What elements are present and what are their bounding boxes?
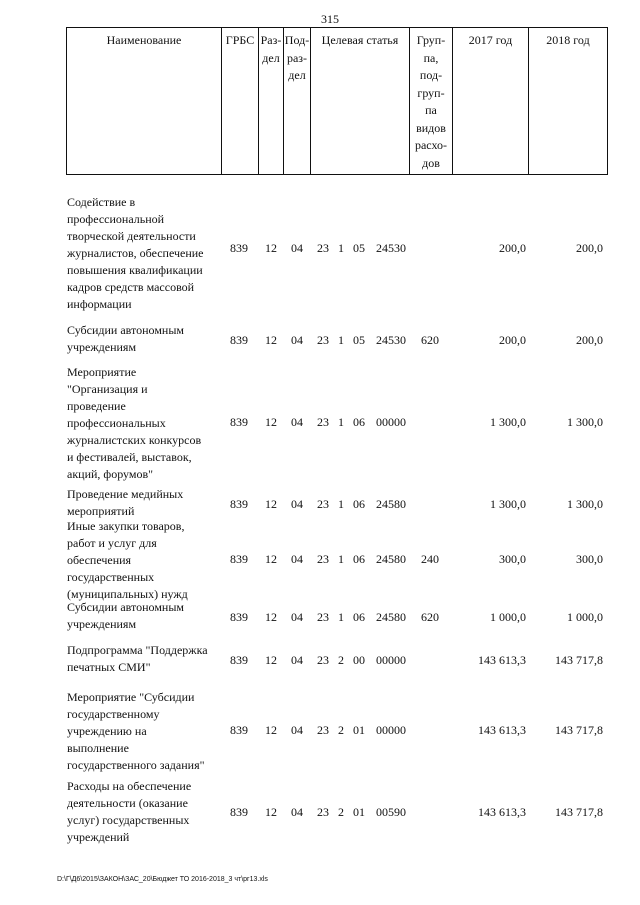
row-target-code: 24580 [376, 552, 406, 566]
row-target-code: 24580 [376, 497, 406, 511]
row-podrazdel: 04 [291, 653, 303, 667]
row-target-event: 06 [353, 552, 365, 566]
row-podrazdel: 04 [291, 610, 303, 624]
row-value-2018: 1 000,0 [567, 610, 603, 624]
row-value-2018: 300,0 [576, 552, 603, 566]
row-name: Мероприятие "Субсидии государственному учреждению на выполнение государственного задания" [67, 690, 205, 772]
header-target-cell [310, 27, 410, 175]
row-target-subprogram: 2 [338, 653, 344, 667]
header-2017-cell [452, 27, 529, 175]
row-value-2017: 300,0 [499, 552, 526, 566]
header-podrazdel: Под- раз- дел [284, 33, 310, 82]
row-value-2017: 200,0 [499, 241, 526, 255]
row-target-code: 00590 [376, 805, 406, 819]
row-podrazdel: 04 [291, 241, 303, 255]
row-target-program: 23 [317, 333, 329, 347]
row-value-2018: 200,0 [576, 333, 603, 347]
header-name: Наименование [106, 33, 182, 47]
row-target-subprogram: 1 [338, 552, 344, 566]
row-razdel: 12 [265, 415, 277, 429]
row-razdel: 12 [265, 497, 277, 511]
row-expense-group: 620 [421, 610, 439, 624]
header-target: Целевая статья [321, 33, 399, 47]
row-razdel: 12 [265, 241, 277, 255]
row-target-event: 06 [353, 610, 365, 624]
row-name: Субсидии автономным учреждениям [67, 323, 184, 354]
header-grbs-cell [221, 27, 259, 175]
row-target-subprogram: 1 [338, 333, 344, 347]
row-grbs: 839 [230, 610, 248, 624]
row-value-2018: 143 717,8 [555, 653, 603, 667]
row-name: Подпрограмма "Поддержка печатных СМИ" [67, 643, 208, 674]
row-target-code: 00000 [376, 415, 406, 429]
row-target-event: 01 [353, 805, 365, 819]
row-value-2017: 1 000,0 [490, 610, 526, 624]
header-podrazdel-cell [283, 27, 311, 175]
row-podrazdel: 04 [291, 333, 303, 347]
row-value-2018: 143 717,8 [555, 805, 603, 819]
row-grbs: 839 [230, 497, 248, 511]
row-target-code: 00000 [376, 723, 406, 737]
row-razdel: 12 [265, 653, 277, 667]
row-value-2018: 200,0 [576, 241, 603, 255]
row-value-2018: 1 300,0 [567, 497, 603, 511]
row-value-2017: 143 613,3 [478, 653, 526, 667]
header-grbs: ГРБС [225, 33, 255, 47]
row-target-event: 00 [353, 653, 365, 667]
row-value-2017: 1 300,0 [490, 497, 526, 511]
header-group-cell [409, 27, 453, 175]
row-target-event: 05 [353, 333, 365, 347]
row-grbs: 839 [230, 805, 248, 819]
row-target-subprogram: 1 [338, 610, 344, 624]
page-number: 315 [321, 12, 339, 26]
row-target-subprogram: 1 [338, 415, 344, 429]
row-value-2018: 1 300,0 [567, 415, 603, 429]
row-podrazdel: 04 [291, 805, 303, 819]
row-target-program: 23 [317, 497, 329, 511]
row-target-program: 23 [317, 415, 329, 429]
row-target-code: 24580 [376, 610, 406, 624]
header-2018: 2018 год [546, 33, 590, 47]
row-target-code: 24530 [376, 333, 406, 347]
row-name: Иные закупки товаров, работ и услуг для обеспечения государственных (муниципальных) нужд [67, 519, 188, 601]
row-expense-group: 620 [421, 333, 439, 347]
row-razdel: 12 [265, 805, 277, 819]
row-target-event: 01 [353, 723, 365, 737]
row-target-program: 23 [317, 805, 329, 819]
header-2017: 2017 год [468, 33, 513, 47]
row-podrazdel: 04 [291, 415, 303, 429]
row-razdel: 12 [265, 723, 277, 737]
row-target-program: 23 [317, 723, 329, 737]
row-grbs: 839 [230, 552, 248, 566]
row-name: Расходы на обеспечение деятельности (оказание услуг) государственных учреждений [67, 779, 192, 844]
row-target-program: 23 [317, 241, 329, 255]
row-value-2017: 200,0 [499, 333, 526, 347]
header-razdel: Раз- дел [260, 33, 282, 65]
row-value-2017: 143 613,3 [478, 723, 526, 737]
row-podrazdel: 04 [291, 552, 303, 566]
row-name: Мероприятие "Организация и проведение профессиональных журналистских конкурсов и фестивалей, выставок, акций, форумов" [67, 365, 202, 481]
row-podrazdel: 04 [291, 723, 303, 737]
row-razdel: 12 [265, 552, 277, 566]
row-target-event: 06 [353, 497, 365, 511]
file-path-footer: D:\Г\Д6\2015\ЗАКОН\ЗАС_20\Бюджет ТО 2016-2018_3 чт\рг13.xls [57, 876, 268, 883]
row-name: Содействие в профессиональной творческой деятельности журналистов, обеспечение повышения квалификации кадров средств массовой информации [67, 195, 204, 311]
row-target-program: 23 [317, 552, 329, 566]
header-name-cell [66, 27, 222, 175]
row-grbs: 839 [230, 723, 248, 737]
header-2018-cell [528, 27, 608, 175]
row-target-program: 23 [317, 610, 329, 624]
row-grbs: 839 [230, 415, 248, 429]
row-target-code: 24530 [376, 241, 406, 255]
row-value-2017: 143 613,3 [478, 805, 526, 819]
row-target-subprogram: 2 [338, 805, 344, 819]
row-value-2018: 143 717,8 [555, 723, 603, 737]
header-group: Груп- па, под- груп- па видов расхо- дов [414, 33, 448, 170]
row-target-subprogram: 1 [338, 497, 344, 511]
row-podrazdel: 04 [291, 497, 303, 511]
row-target-subprogram: 1 [338, 241, 344, 255]
row-target-event: 05 [353, 241, 365, 255]
row-target-code: 00000 [376, 653, 406, 667]
row-target-subprogram: 2 [338, 723, 344, 737]
row-razdel: 12 [265, 333, 277, 347]
row-grbs: 839 [230, 653, 248, 667]
header-razdel-cell [258, 27, 284, 175]
row-target-program: 23 [317, 653, 329, 667]
row-razdel: 12 [265, 610, 277, 624]
row-value-2017: 1 300,0 [490, 415, 526, 429]
row-grbs: 839 [230, 241, 248, 255]
row-grbs: 839 [230, 333, 248, 347]
row-target-event: 06 [353, 415, 365, 429]
row-expense-group: 240 [421, 552, 439, 566]
row-name: Субсидии автономным учреждениям [67, 600, 184, 631]
row-name: Проведение медийных мероприятий [67, 487, 184, 518]
